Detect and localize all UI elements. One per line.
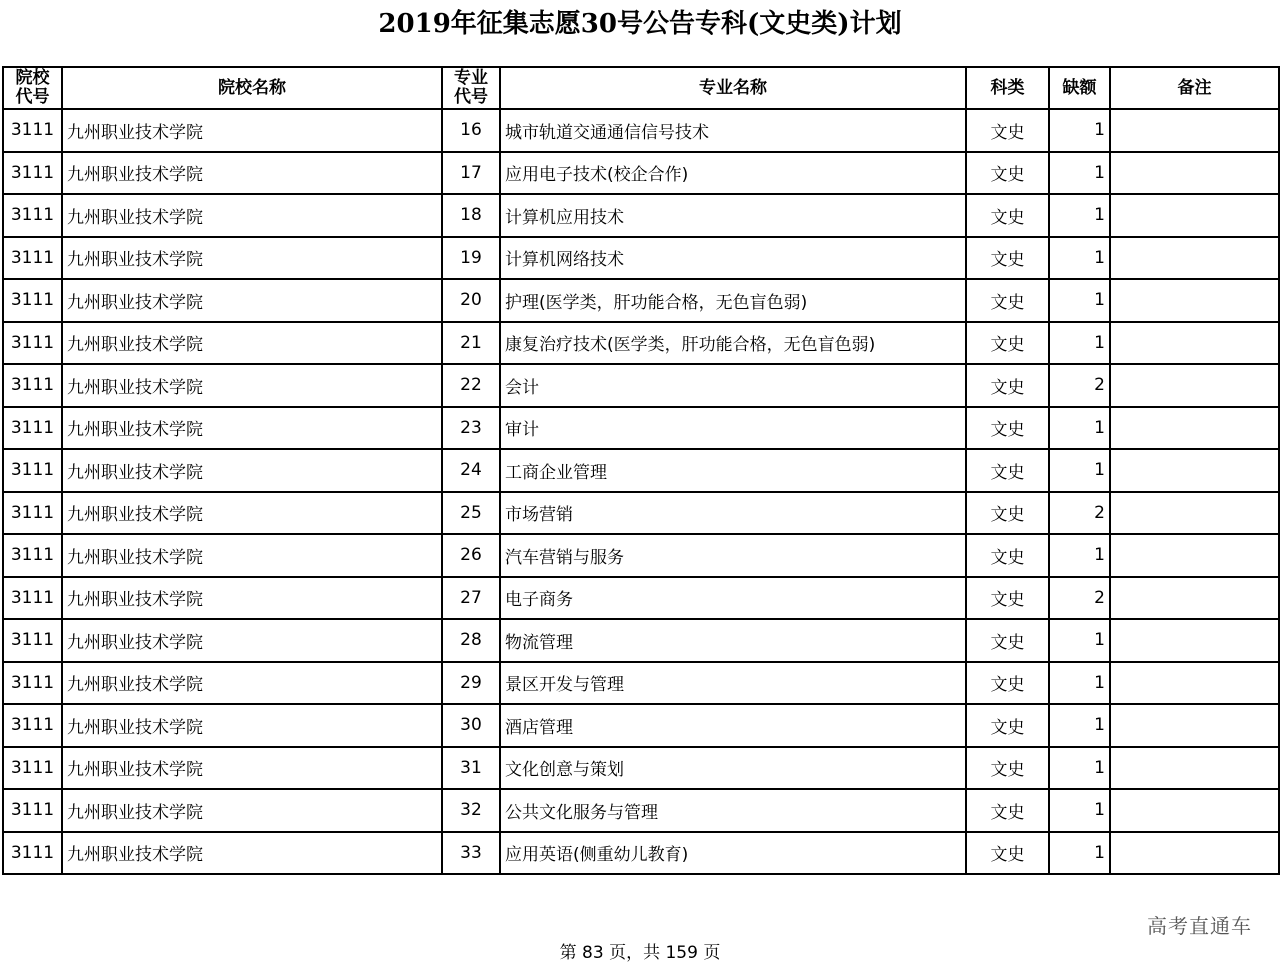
cell-major-code: 24 bbox=[442, 449, 500, 492]
cell-quota: 1 bbox=[1049, 619, 1110, 662]
cell-school-name: 九州职业技术学院 bbox=[62, 832, 442, 875]
cell-major-name: 公共文化服务与管理 bbox=[500, 789, 966, 832]
cell-school-code: 3111 bbox=[3, 109, 62, 152]
cell-school-code: 3111 bbox=[3, 577, 62, 620]
table-row bbox=[3, 407, 1279, 450]
cell-quota: 2 bbox=[1049, 364, 1110, 407]
cell-notes bbox=[1110, 364, 1279, 407]
cell-quota: 1 bbox=[1049, 109, 1110, 152]
cell-quota: 1 bbox=[1049, 832, 1110, 875]
cell-category: 文史 bbox=[966, 704, 1049, 747]
cell-major-code: 28 bbox=[442, 619, 500, 662]
cell-school-code: 3111 bbox=[3, 407, 62, 450]
cell-school-name: 九州职业技术学院 bbox=[62, 662, 442, 705]
cell-major-code: 18 bbox=[442, 194, 500, 237]
cell-category: 文史 bbox=[966, 534, 1049, 577]
cell-major-name: 电子商务 bbox=[500, 577, 966, 620]
cell-major-code: 16 bbox=[442, 109, 500, 152]
cell-notes bbox=[1110, 449, 1279, 492]
cell-major-code: 23 bbox=[442, 407, 500, 450]
cell-major-name: 酒店管理 bbox=[500, 704, 966, 747]
cell-major-name: 景区开发与管理 bbox=[500, 662, 966, 705]
cell-school-code: 3111 bbox=[3, 364, 62, 407]
cell-school-name: 九州职业技术学院 bbox=[62, 449, 442, 492]
cell-school-code: 3111 bbox=[3, 322, 62, 365]
cell-category: 文史 bbox=[966, 279, 1049, 322]
cell-quota: 1 bbox=[1049, 322, 1110, 365]
cell-major-code: 27 bbox=[442, 577, 500, 620]
header-notes: 备注 bbox=[1110, 67, 1279, 109]
header-major-name: 专业名称 bbox=[500, 67, 966, 109]
cell-school-name: 九州职业技术学院 bbox=[62, 152, 442, 195]
cell-major-name: 应用电子技术(校企合作) bbox=[500, 152, 966, 195]
cell-major-name: 文化创意与策划 bbox=[500, 747, 966, 790]
cell-major-code: 29 bbox=[442, 662, 500, 705]
cell-quota: 1 bbox=[1049, 194, 1110, 237]
cell-quota: 1 bbox=[1049, 152, 1110, 195]
header-quota: 缺额 bbox=[1049, 67, 1110, 109]
cell-notes bbox=[1110, 407, 1279, 450]
cell-major-name: 城市轨道交通通信信号技术 bbox=[500, 109, 966, 152]
cell-major-name: 护理(医学类，肝功能合格，无色盲色弱) bbox=[500, 279, 966, 322]
cell-notes bbox=[1110, 237, 1279, 280]
cell-major-code: 19 bbox=[442, 237, 500, 280]
cell-category: 文史 bbox=[966, 407, 1049, 450]
cell-major-code: 31 bbox=[442, 747, 500, 790]
cell-category: 文史 bbox=[966, 449, 1049, 492]
cell-notes bbox=[1110, 747, 1279, 790]
cell-major-code: 32 bbox=[442, 789, 500, 832]
cell-major-name: 应用英语(侧重幼儿教育) bbox=[500, 832, 966, 875]
table-row bbox=[3, 492, 1279, 535]
cell-category: 文史 bbox=[966, 364, 1049, 407]
cell-school-code: 3111 bbox=[3, 449, 62, 492]
cell-major-name: 物流管理 bbox=[500, 619, 966, 662]
cell-school-code: 3111 bbox=[3, 152, 62, 195]
cell-school-name: 九州职业技术学院 bbox=[62, 577, 442, 620]
table-row bbox=[3, 237, 1279, 280]
cell-notes bbox=[1110, 322, 1279, 365]
table-row bbox=[3, 109, 1279, 152]
cell-school-name: 九州职业技术学院 bbox=[62, 364, 442, 407]
cell-notes bbox=[1110, 194, 1279, 237]
table-row bbox=[3, 152, 1279, 195]
cell-major-code: 33 bbox=[442, 832, 500, 875]
header-major-code: 专业代号 bbox=[442, 67, 500, 109]
table-row bbox=[3, 364, 1279, 407]
table-row bbox=[3, 534, 1279, 577]
cell-quota: 1 bbox=[1049, 449, 1110, 492]
cell-category: 文史 bbox=[966, 832, 1049, 875]
table-row bbox=[3, 619, 1279, 662]
cell-category: 文史 bbox=[966, 194, 1049, 237]
table-row bbox=[3, 322, 1279, 365]
cell-major-name: 审计 bbox=[500, 407, 966, 450]
cell-category: 文史 bbox=[966, 492, 1049, 535]
plan-table bbox=[2, 66, 1280, 875]
cell-notes bbox=[1110, 109, 1279, 152]
cell-quota: 1 bbox=[1049, 534, 1110, 577]
cell-major-code: 22 bbox=[442, 364, 500, 407]
cell-school-name: 九州职业技术学院 bbox=[62, 194, 442, 237]
table-row bbox=[3, 704, 1279, 747]
cell-category: 文史 bbox=[966, 747, 1049, 790]
cell-school-name: 九州职业技术学院 bbox=[62, 747, 442, 790]
table-row bbox=[3, 577, 1279, 620]
header-category: 科类 bbox=[966, 67, 1049, 109]
cell-quota: 1 bbox=[1049, 237, 1110, 280]
cell-major-name: 市场营销 bbox=[500, 492, 966, 535]
cell-quota: 2 bbox=[1049, 577, 1110, 620]
cell-school-name: 九州职业技术学院 bbox=[62, 407, 442, 450]
cell-school-code: 3111 bbox=[3, 662, 62, 705]
table-row bbox=[3, 194, 1279, 237]
cell-notes bbox=[1110, 662, 1279, 705]
cell-notes bbox=[1110, 789, 1279, 832]
cell-school-name: 九州职业技术学院 bbox=[62, 789, 442, 832]
cell-school-code: 3111 bbox=[3, 704, 62, 747]
cell-major-code: 17 bbox=[442, 152, 500, 195]
cell-school-name: 九州职业技术学院 bbox=[62, 534, 442, 577]
cell-school-name: 九州职业技术学院 bbox=[62, 492, 442, 535]
cell-major-code: 21 bbox=[442, 322, 500, 365]
cell-major-name: 康复治疗技术(医学类，肝功能合格，无色盲色弱) bbox=[500, 322, 966, 365]
cell-school-code: 3111 bbox=[3, 534, 62, 577]
cell-major-name: 计算机应用技术 bbox=[500, 194, 966, 237]
table-row bbox=[3, 279, 1279, 322]
cell-school-name: 九州职业技术学院 bbox=[62, 619, 442, 662]
cell-category: 文史 bbox=[966, 577, 1049, 620]
cell-school-name: 九州职业技术学院 bbox=[62, 322, 442, 365]
table-header-row bbox=[3, 67, 1279, 109]
cell-notes bbox=[1110, 704, 1279, 747]
cell-notes bbox=[1110, 832, 1279, 875]
cell-school-code: 3111 bbox=[3, 279, 62, 322]
cell-school-name: 九州职业技术学院 bbox=[62, 109, 442, 152]
table-row bbox=[3, 747, 1279, 790]
cell-school-name: 九州职业技术学院 bbox=[62, 237, 442, 280]
page-title: 2019年征集志愿30号公告专科(文史类)计划 bbox=[378, 9, 902, 39]
cell-major-code: 20 bbox=[442, 279, 500, 322]
cell-quota: 1 bbox=[1049, 789, 1110, 832]
cell-school-code: 3111 bbox=[3, 789, 62, 832]
cell-quota: 2 bbox=[1049, 492, 1110, 535]
page-footer: 第 83 页，共 159 页 bbox=[559, 943, 721, 963]
header-school-code: 院校代号 bbox=[3, 67, 62, 109]
cell-category: 文史 bbox=[966, 619, 1049, 662]
cell-quota: 1 bbox=[1049, 279, 1110, 322]
cell-school-code: 3111 bbox=[3, 492, 62, 535]
cell-category: 文史 bbox=[966, 662, 1049, 705]
cell-quota: 1 bbox=[1049, 407, 1110, 450]
cell-school-code: 3111 bbox=[3, 237, 62, 280]
cell-school-code: 3111 bbox=[3, 747, 62, 790]
cell-major-code: 26 bbox=[442, 534, 500, 577]
cell-notes bbox=[1110, 492, 1279, 535]
cell-school-code: 3111 bbox=[3, 832, 62, 875]
cell-major-name: 工商企业管理 bbox=[500, 449, 966, 492]
cell-category: 文史 bbox=[966, 109, 1049, 152]
cell-category: 文史 bbox=[966, 322, 1049, 365]
table-row bbox=[3, 789, 1279, 832]
cell-category: 文史 bbox=[966, 152, 1049, 195]
table-row bbox=[3, 449, 1279, 492]
cell-major-code: 30 bbox=[442, 704, 500, 747]
cell-quota: 1 bbox=[1049, 662, 1110, 705]
table-row bbox=[3, 832, 1279, 875]
cell-major-name: 汽车营销与服务 bbox=[500, 534, 966, 577]
watermark-text: 高考直通车 bbox=[1147, 914, 1252, 938]
cell-quota: 1 bbox=[1049, 704, 1110, 747]
cell-major-name: 计算机网络技术 bbox=[500, 237, 966, 280]
cell-category: 文史 bbox=[966, 789, 1049, 832]
cell-school-name: 九州职业技术学院 bbox=[62, 279, 442, 322]
cell-major-name: 会计 bbox=[500, 364, 966, 407]
cell-quota: 1 bbox=[1049, 747, 1110, 790]
cell-notes bbox=[1110, 152, 1279, 195]
header-school-name: 院校名称 bbox=[62, 67, 442, 109]
cell-school-code: 3111 bbox=[3, 194, 62, 237]
cell-notes bbox=[1110, 577, 1279, 620]
cell-category: 文史 bbox=[966, 237, 1049, 280]
table-row bbox=[3, 662, 1279, 705]
cell-notes bbox=[1110, 619, 1279, 662]
cell-school-name: 九州职业技术学院 bbox=[62, 704, 442, 747]
cell-major-code: 25 bbox=[442, 492, 500, 535]
cell-notes bbox=[1110, 534, 1279, 577]
cell-school-code: 3111 bbox=[3, 619, 62, 662]
cell-notes bbox=[1110, 279, 1279, 322]
